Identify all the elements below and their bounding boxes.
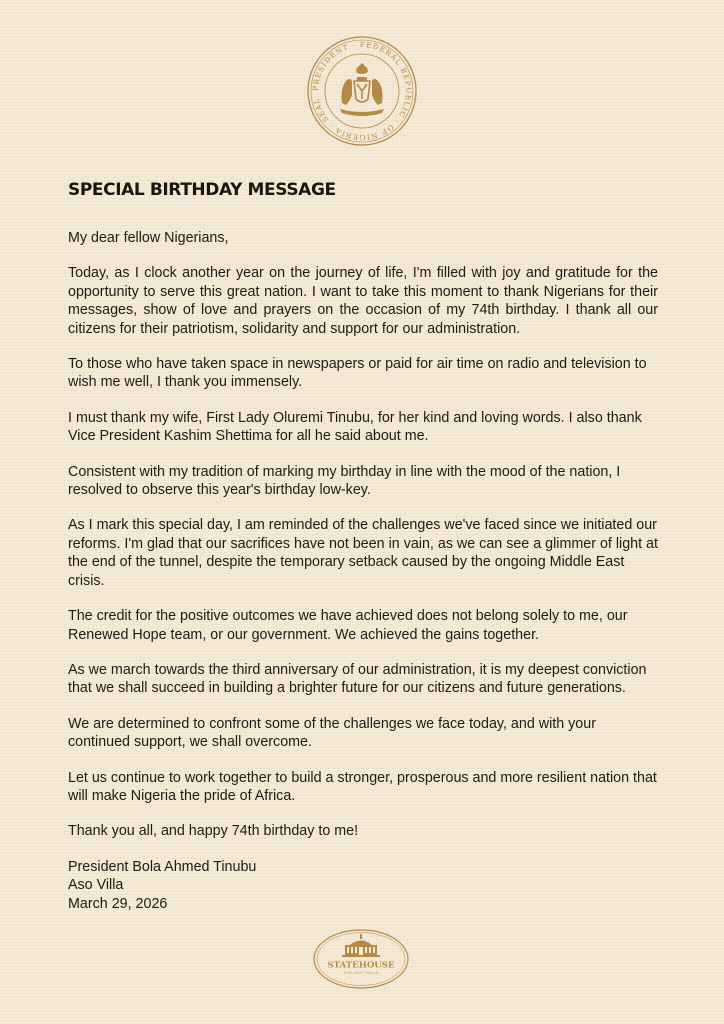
paragraph: To those who have taken space in newspapers or paid for air time on radio and television to wish me well, I thank you immensely.	[68, 356, 647, 391]
paragraph: Thank you all, and happy 74th birthday to me!	[68, 823, 359, 840]
salutation: My dear fellow Nigerians,	[68, 230, 229, 246]
signature-block	[68, 858, 658, 913]
signature-date: March 29, 2026	[68, 895, 168, 912]
svg-text:PRESIDENT · FEDERAL REPUBLIC ·: PRESIDENT · FEDERAL REPUBLIC · OF NIGERIA · SEAL	[310, 39, 414, 143]
paragraph: Let us continue to work together to build a stronger, prosperous and more resilient nation that will make Nigeria the pride of Africa.	[68, 769, 657, 804]
page-title: SPECIAL BIRTHDAY MESSAGE	[68, 180, 336, 200]
statehouse-logo	[312, 928, 410, 990]
signature-place: Aso Villa	[68, 877, 124, 894]
coat-of-arms-icon	[340, 63, 384, 116]
svg-text:THE ASO VILLA: THE ASO VILLA	[343, 971, 379, 975]
paragraph: As I mark this special day, I am reminded of the challenges we've faced since we initiated our reforms. I'm glad that our sacrifices have not been in vain, as we can see a glimmer of light at the end of the tunnel, despite the temporary setback caused by the ongoing Middle East crisis.	[68, 517, 658, 589]
statehouse-building-icon	[342, 934, 380, 957]
signature-name: President Bola Ahmed Tinubu	[68, 858, 257, 875]
paragraph: The credit for the positive outcomes we have achieved does not belong solely to me, our Renewed Hope team, or our government. We achieved the gains together.	[68, 608, 628, 643]
paragraph: I must thank my wife, First Lady Oluremi Tinubu, for her kind and loving words. I also thank Vice President Kashim Shettima for all he said about me.	[68, 409, 642, 445]
paragraph: As we march towards the third anniversary of our administration, it is my deepest conviction that we shall succeed in building a brighter future for our citizens and future generations.	[68, 661, 647, 697]
letter-body	[68, 229, 658, 913]
presidential-seal-icon	[306, 35, 418, 147]
svg-text:STATEHOUSE: STATEHOUSE	[327, 960, 395, 971]
paragraph: Today, as I clock another year on the journey of life, I'm filled with joy and gratitude for the opportunity to serve this great nation. I want to take this moment to thank Nigerians for their messages, show of love and prayers on the occasion of my 74th birthday. I thank all our citizens for their patriotism, solidarity and support for our administration.	[68, 265, 658, 337]
paragraph: Consistent with my tradition of marking my birthday in line with the mood of the nation, I resolved to observe this year's birthday low-key.	[68, 463, 621, 499]
paragraph: We are determined to confront some of the challenges we face today, and with your continued support, we shall overcome.	[68, 715, 596, 751]
